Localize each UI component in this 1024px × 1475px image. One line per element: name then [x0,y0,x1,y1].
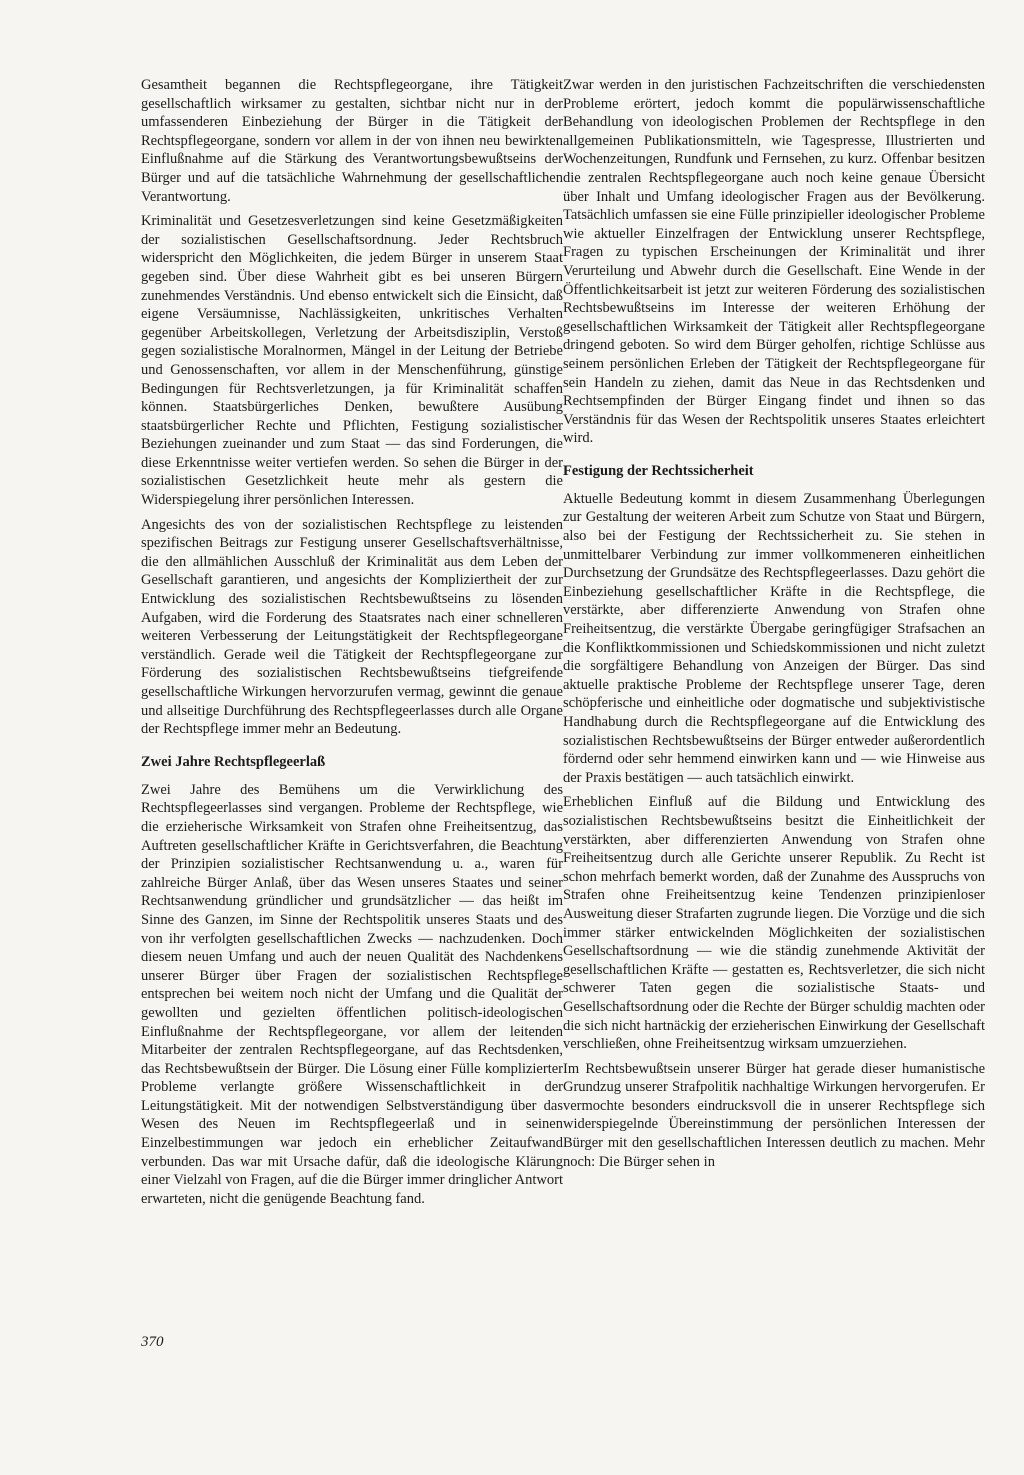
page-number: 370 [141,1334,164,1350]
paragraph: Erheblichen Einfluß auf die Bildung und Entwicklung des sozialistischen Rechtsbewußtseins besitzt die Einheitlichkeit der verstärkten, aber differenzierten Anwendung von Strafen ohne Freiheitsentzug durch alle Gerichte unserer Republik. Zu Recht ist schon mehrfach bemerkt worden, daß der Zunahme des Ausspruchs von Strafen ohne Freiheitsentzug keine Tendenzen prinzipienloser Ausweitung dieser Strafarten zugrunde liegen. Die Vorzüge und die sich immer stärker entwickelnden Möglichkeiten der sozialistischen Gesellschaftsordnung — wie die ständig zunehmende Aktivität der gesellschaftlichen Kräfte — gestatten es, Rechtsverletzer, die sich nicht schwerer Taten gegen die sozialistische Staats- und Gesellschaftsordnung oder die Rechte der Bürger schuldig machten oder die sich nicht hartnäckig der erzieherischen Einwirkung der Gesellschaft verschließen, ohne Freiheitsentzug wirksam umzuerziehen. [563,794,985,1053]
right-column [563,76,985,1177]
left-column [141,76,563,1214]
paragraph: Angesichts des von der sozialistischen Rechtspflege zu leistenden spezifischen Beitrags zur Festigung unserer Gesellschaftsverhältnisse, die den allmählichen Ausschluß der Kriminalität aus dem Leben der Gesellschaft garantieren, und angesichts der Kompliziertheit der zur Entwicklung des sozialistischen Rechtsbewußtseins zu lösenden Aufgaben, wird die Forderung des Staatsrates nach einer schnelleren weiteren Verbesserung der Leitungstätigkeit der Rechtspflegeorgane verständlich. Gerade weil die Tätigkeit der Rechtspflegeorgane zur Förderung des sozialistischen Rechtsbewußtseins tiefgreifende gesellschaftliche Wirkungen hervorzurufen vermag, gewinnt die genaue und allseitige Durchführung des Rechtspflegeerlasses durch alle Organe der Rechtspflege immer mehr an Bedeutung. [141,516,563,738]
paragraph: Im Rechtsbewußtsein unserer Bürger hat gerade dieser humanistische Grundzug unserer Strafpolitik nachhaltige Wirkungen hervorgerufen. Er vermochte besonders eindrucksvoll die in unserer Rechtspflege sich widerspiegelnde Übereinstimmung der persönlichen Interessen der Bürger mit den gesellschaftlichen Interessen deutlich zu machen. Mehr noch: Die Bürger sehen in [563,1060,985,1170]
paragraph: Aktuelle Bedeutung kommt in diesem Zusammenhang Überlegungen zur Gestaltung der weiteren Arbeit zum Schutze von Staat und Bürgern, also bei der Festigung der Rechtssicherheit zu. Sie stehen in unmittelbarer Verbindung zur immer vollkommeneren einheitlichen Durchsetzung der Grundsätze des Rechtspflegeerlasses. Dazu gehört die Einbeziehung gesellschaftlicher Kräfte in die Rechtspflege, die verstärkte, aber differenzierte Anwendung von Strafen ohne Freiheitsentzug, die verstärkte Übergabe geringfügiger Strafsachen an die Konfliktkommissionen und Schiedskommissionen und nicht zuletzt die sorgfältigere Behandlung von Anzeigen der Bürger. Das sind aktuelle praktische Probleme der Rechtspflege unserer Tage, deren schöpferische und einheitliche oder dogmatische und subjektivistische Handhabung durch die Rechtspflegeorgane auf die Entwicklung des sozialistischen Rechtsbewußtseins der Bürger entweder außerordentlich fördernd oder sehr hemmend einwirken kann und — wie Hinweise aus der Praxis bestätigen — auch tatsächlich einwirkt. [563,490,985,786]
paragraph: Gesamtheit begannen die Rechtspflegeorgane, ihre Tätigkeit gesellschaftlich wirksamer zu gestalten, sichtbar nicht nur in der umfassenderen Einbeziehung der Bürger in die Tätigkeit der Rechtspflegeorgane, sondern vor allem in der von ihnen neu bewirkten Einflußnahme auf die Stärkung des Verantwortungsbewußtseins der Bürger und auf die tatsächliche Wahrnehmung der gesellschaftlichen Verantwortung. [141,77,563,205]
paragraph: Kriminalität und Gesetzesverletzungen sind keine Gesetzmäßigkeiten der sozialistischen Gesellschaftsordnung. Jeder Rechtsbruch widerspricht den Möglichkeiten, die jedem Bürger in unserem Staat gegeben sind. Über diese Wahrheit gibt es bei unseren Bürgern zunehmendes Verständnis. Und ebenso entwickelt sich die Einsicht, daß eigene Versäumnisse, Nachlässigkeiten, unkritisches Verhalten gegenüber Arbeitskollegen, Verletzung der Arbeitsdisziplin, Verstoß gegen sozialistische Moralnormen, Mängel in der Leitung der Betriebe und Genossenschaften, vor allem in der Menschenführung, günstige Bedingungen für Rechtsverletzungen, ja für Kriminalität schaffen können. Staatsbürgerliches Denken, bewußtere Ausübung staatsbürgerlicher Rechte und Pflichten, Festigung sozialistischer Beziehungen zueinander und zum Staat — das sind Forderungen, die diese Erkenntnisse weiter vertiefen werden. So sehen die Bürger in der sozialistischen Gesetzlichkeit heute mehr als gestern die Widerspiegelung ihrer persönlichen Interessen. [141,213,563,509]
section-heading: Zwei Jahre Rechtspflegeerlaß [141,753,326,770]
section-heading: Festigung der Rechtssicherheit [563,462,754,479]
paragraph: Zwei Jahre des Bemühens um die Verwirklichung des Rechtspflegeerlasses sind vergangen. Probleme der Rechtspflege, wie die erzieherische Wirksamkeit von Strafen ohne Freiheitsentzug, das Auftreten gesellschaftlicher Kräfte in Gerichtsverfahren, die Beachtung der Prinzipien sozialistischer Rechtsanwendung u. a., waren für zahlreiche Bürger Anlaß, über das Wesen unseres Staates und seiner Rechtsanwendung gründlicher und grundsätzlicher — das heißt im Sinne des Ganzen, im Sinne der Rechtspolitik unseres Staats und des von ihr verfolgten gesellschaftlichen Zwecks — nachzudenken. Doch diesem neuen Umfang und auch der neuen Qualität des Nachdenkens unserer Bürger über Fragen der sozialistischen Rechtspflege entsprechen bei weitem noch nicht der Umfang und die Qualität der gewollten und gezielten öffentlichen politisch-ideologischen Einflußnahme der Rechtspflegeorgane, vor allem der leitenden Mitarbeiter der zentralen Rechtspflegeorgane, auf das Rechtsdenken, das Rechtsbewußtsein der Bürger. Die Lösung einer Fülle komplizierter Probleme verlangte größere Wissenschaftlichkeit in der Leitungstätigkeit. Mit der notwendigen Selbstverständigung über das Wesen des Neuen im Rechtspflegeerlaß und in seinen Einzelbestimmungen war jedoch ein erheblicher Zeitaufwand verbunden. Das war mit Ursache dafür, daß die ideologische Klärung einer Vielzahl von Fragen, auf die die Bürger immer dringlicher Antwort erwarteten, nicht die genügende Beachtung fand. [141,781,563,1207]
paragraph: Zwar werden in den juristischen Fachzeitschriften die verschiedensten Probleme erörtert, jedoch kommt die populärwissenschaftliche Behandlung von ideologischen Problemen der Rechtspflege in den allgemeinen Publikationsmitteln, wie Tagespresse, Illustrierten und Wochenzeitungen, Rundfunk und Fernsehen, zu kurz. Offenbar besitzen die zentralen Rechtspflegeorgane auch noch keine genaue Übersicht über Inhalt und Umfang ideologischer Fragen aus der Bevölkerung. Tatsächlich umfassen sie eine Fülle prinzipieller ideologischer Probleme wie aktueller Einzelfragen der Entwicklung unserer Rechtspflege, Fragen zu typischen Erscheinungen der Kriminalität und ihrer Verurteilung und Abwehr durch die Gesellschaft. Eine Wende in der Öffentlichkeitsarbeit ist jetzt zur weiteren Förderung des sozialistischen Rechtsbewußtseins im Interesse der weiteren Erhöhung der gesellschaftlichen Wirksamkeit der Tätigkeit aller Rechtspflegeorgane dringend geboten. So wird dem Bürger geholfen, richtige Schlüsse aus seinem persönlichen Erleben der Tätigkeit der Rechtspflegeorgane für sein Handeln zu ziehen, damit das Neue in das Rechtsdenken und Rechtsempfinden der Bürger Eingang findet und ihnen so das Verständnis für das Wesen der Rechtspolitik unseres Staates erleichtert wird. [563,77,985,447]
